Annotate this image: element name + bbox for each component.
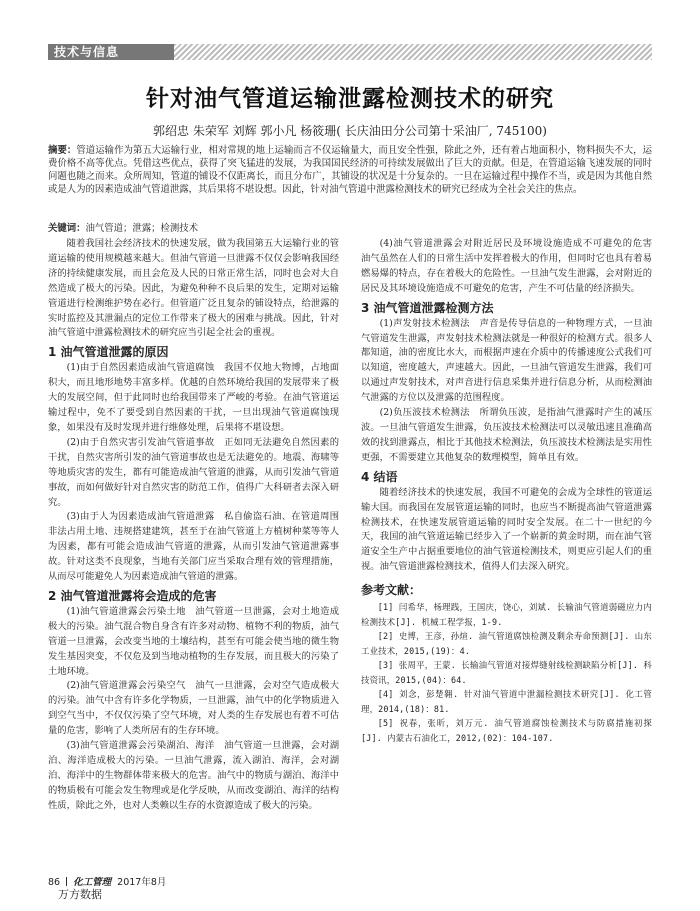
section-4-heading: 4 结语	[361, 469, 398, 484]
reference-item: [1] 闫希华，杨理践，王国庆，饶心，刘斌. 长输油气管道弱磁应力内检测技术[J]. 机械工程学报，1-9.	[361, 602, 652, 627]
section-banner	[48, 44, 652, 60]
keywords-label: 关键词：	[48, 223, 86, 234]
reference-item: [5] 祝春，张昕，刘万元. 油气管道腐蚀检测技术与防腐措施初探[J]. 内蒙古石油化工，2012,(02)：104-107.	[361, 718, 652, 743]
section-2-heading: 2 油气管道泄露将会造成的危害	[48, 588, 217, 603]
paragraph: (3)由于人为因素造成油气管道泄露 私自偷盗石油、在管道周围非法占用土地、违规搭建建筑，甚至于在油气管道上方植树种菜等等人为因素，都有可能会造成油气管道的泄露，从而引发油气管道泄露事故。针对这类不良现象，当地有关部门应当采取合理有效的管理措施，从而尽可能避免人为因素造成油气管道的泄露。	[48, 511, 339, 583]
footer-divider	[66, 877, 67, 886]
paragraph: (4)油气管道泄露会对附近居民及环境设施造成不可避免的危害 油气虽然在人们的日常生活中发挥着极大的作用，但同时它也具有着易燃易爆的特点，存在着极大的危险性。一旦油气发生泄露，会对附近的居民及其环境设施造成不可避免的危害，产生不可估量的经济损失。	[361, 238, 662, 294]
section-3-heading: 3 油气管道泄露检测方法	[361, 300, 494, 315]
page-number: 86	[48, 877, 61, 888]
section-tag: 技术与信息	[48, 44, 174, 60]
abstract	[48, 144, 652, 196]
paragraph: (1)由于自然因素造成油气管道腐蚀 我国不仅地大物博，占地面积大，而且地形地势丰富多样。优越的自然环境给我国的发展带来了极大的发展空间，但于此同时也给我国带来了严峻的考验。在油气管道运输过程中，免不了要受到自然因素的干扰，一旦出现油气管道腐蚀现象，如果没有及时发现并进行维修处理，后果将不堪设想。	[48, 362, 339, 433]
paragraph: (1)声发射技术检测法 声音是传导信息的一种物理方式，一旦油气管道发生泄露，声发射技术检测法就是一种很好的检测方式。很多人都知道，油的密度比水大，而根据声速在介质中的传播速度公式我们可以知道，密度越大，声速越大。因此，一旦油气管道发生泄露，我们可以通过声发射技术，对声音进行信息采集并进行信息分析，从而检测油气泄露的方位以及泄露的范围程度。	[361, 317, 652, 404]
paragraph: (2)油气管道泄露会污染空气 油气一旦泄露，会对空气造成极大的污染。油气中含有许多化学物质，一旦泄露，油气中的化学物质进入到空气当中，不仅仅污染了空气环境，对人类的生存发展也有着不可估量的危害，影响了人类所居有的生存环境。	[48, 680, 339, 737]
reference-item: [4] 刘念，彭楚翱. 针对油气管道中泄漏检测技术研究[J]. 化工管理，2014,(18)：81.	[361, 689, 652, 714]
article-title: 针对油气管道运输泄露检测技术的研究	[146, 86, 554, 112]
intro-paragraph: 随着我国社会经济技术的快速发展，做为我国第五大运输行业的管道运输的使用规模越来越大。但油气管道一旦泄露不仅仅会影响我国经济的持续健康发展，而且会危及人民的日常正常生活，同时也会对大自然造成了极大的污染。因此，为避免种种不良后果的发生，定期对运输管道进行检测维护势在必行。但管道广泛且复杂的铺设特点，给泄露的实时监控及其泄漏点的定位工作带来了极大的困难与挑战。因此，针对油气管道中泄露检测技术的研究应当引起全社会的重视。	[48, 238, 339, 339]
journal-name: 化工管理	[73, 877, 112, 888]
banner-stripes	[174, 44, 652, 60]
abstract-text: 管道运输作为第五大运输行业，相对常规的地上运输而言不仅运输量大，而且安全性强，除此之外，还有着占地面积小，物料损失不大，运费价格不高等优点。凭借这些优点，获得了突飞猛进的发展，为我国国民经济的可持续发展做出了巨大的贡献。但是，在管道运输飞速发展的同时问题也随之而来。众所周知，管道的铺设不仅距离长，而且分布广，其铺设的状况是十分复杂的。一旦在运输过程中操作不当，或是因为其他自然或是人为的因素造成油气管道泄露，其后果将不堪设想。因此，针对油气管道中泄露检测技术的研究已经成为全社会关注的焦点。	[48, 145, 652, 195]
paragraph: (2)负压波技术检测法 所谓负压波，是指油气泄露时产生的减压波。一旦油气管道发生泄露，负压波技术检测法可以灵敏迅速且准确高效的找到泄露点，相比于其他技术检测法，负压波技术检测法是实用性更强，不需要建立其他复杂的数理模型，简单且有效。	[361, 407, 652, 463]
paragraph: (3)油气管道泄露会污染湖泊、海洋 油气管道一旦泄露，会对湖泊、海洋造成极大的污染。一旦油气泄露，流入湖泊、海洋，会对湖泊、海洋中的生物群体带来极大的危害。油气中的物质与湖泊、海洋中的物质极有可能会发生物理或是化学反映，从而改变湖泊、海洋的结构性质，除此之外，也对人类赖以生存的水资源造成了极大的污染。	[48, 740, 339, 811]
watermark: 万方数据	[58, 888, 102, 901]
references-heading: 参考文献：	[361, 583, 422, 598]
paragraph: (2)由于自然灾害引发油气管道事故 正如同无法避免自然因素的干扰，自然灾害所引发的油气管道事故也是无法避免的。地震、海啸等等地质灾害的发生，都有可能造成油气管道的泄露，从而引发油气管道事故，而如何做好针对自然灾害的防范工作，值得广大科研者去深入研究。	[48, 436, 339, 508]
right-column	[361, 237, 662, 745]
reference-item: [2] 史博，王彦，孙煊. 油气管道腐蚀检测及剩余寿命预测[J]. 山东工业技术，2015,(19)：4.	[361, 631, 652, 656]
keywords-text: 油气管道；泄露；检测技术	[85, 223, 199, 234]
article-authors: 郭绍忠 朱荣军 刘辉 郭小凡 杨筱珊( 长庆油田分公司第十采油厂, 745100)	[153, 124, 547, 138]
paragraph: (1)油气管道泄露会污染土地 油气管道一旦泄露，会对土地造成极大的污染。油气混合物自身含有许多对动物、植物不利的物质，油气管道一旦泄露，会改变当地的土壤结构，甚至有可能会使当地的微生物发生基因突变，不仅危及到当地动植物的生存发展，而且极大的污染了土地环境。	[48, 605, 339, 677]
issue-date: 2017年8月	[117, 877, 167, 888]
keywords	[48, 222, 652, 235]
left-column	[48, 237, 339, 814]
reference-item: [3] 张周平，王蒙. 长输油气管道对接焊缝射线检测缺陷分析[J]. 科技资讯，2015,(04)：64.	[361, 660, 652, 685]
section-1-heading: 1 油气管道泄露的原因	[48, 345, 169, 360]
paragraph: 随着经济技术的快速发展，我国不可避免的会成为全球性的管道运输大国。而我国在发展管道运输的同时，也应当不断提高油气管道泄露检测技术，在快速发展管道运输的同时安全发展。在二十一世纪的今天，我国的油气管道运输已经步入了一个崭新的黄金时期，而在油气管道安全生产中占据重要地位的油气管道检测技术，则更应引起人们的重视。油气管道泄露检测技术，值得人们去深入研究。	[361, 486, 652, 573]
abstract-label: 摘要：	[48, 145, 77, 156]
